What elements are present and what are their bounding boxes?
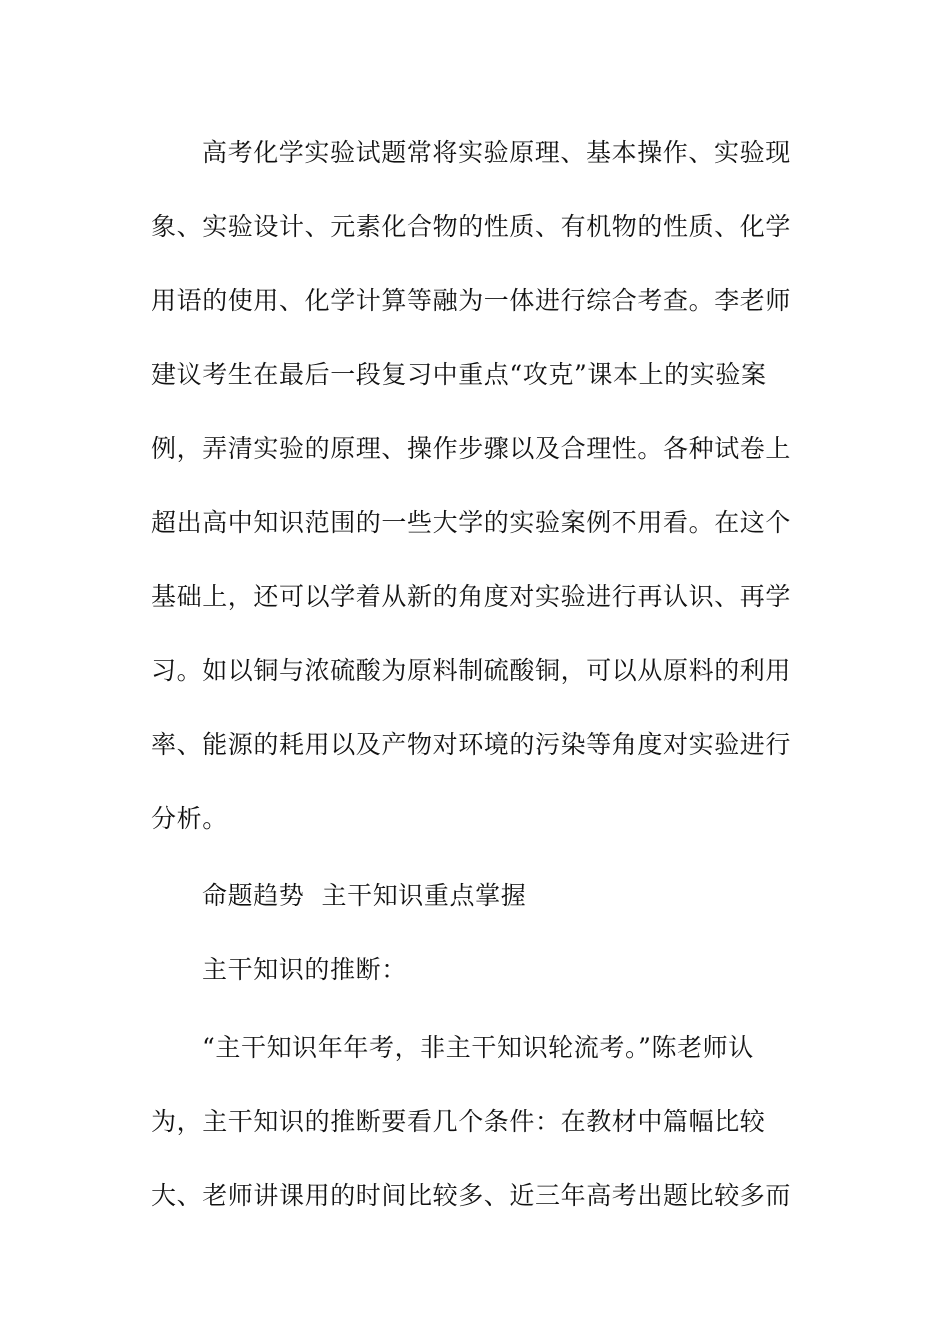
paragraph-line: 超出高中知识范围的一些大学的实验案例不用看。在这个 — [151, 508, 792, 537]
paragraph-line: 基础上，还可以学着从新的角度对实验进行再认识、再学 — [151, 582, 792, 611]
paragraph-line: 为，主干知识的推断要看几个条件：在教材中篇幅比较 — [151, 1107, 766, 1136]
subsection-heading: 主干知识的推断： — [202, 955, 407, 984]
paragraph-line: 用语的使用、化学计算等融为一体进行综合考查。李老师 — [151, 286, 792, 315]
paragraph-line: 习。如以铜与浓硫酸为原料制硫酸铜，可以从原料的利用 — [151, 656, 792, 685]
section-heading: 命题趋势 主干知识重点掌握 — [202, 881, 527, 910]
paragraph-line: 分析。 — [151, 804, 228, 833]
paragraph-line: 建议考生在最后一段复习中重点“攻克”课本上的实验案 — [151, 360, 767, 389]
paragraph-line: 高考化学实验试题常将实验原理、基本操作、实验现 — [202, 138, 791, 167]
paragraph-line: 率、能源的耗用以及产物对环境的污染等角度对实验进行 — [151, 730, 792, 759]
paragraph-line: 大、老师讲课用的时间比较多、近三年高考出题比较多而 — [151, 1181, 792, 1210]
paragraph-line: 例，弄清实验的原理、操作步骤以及合理性。各种试卷上 — [151, 434, 792, 463]
paragraph-line: 象、实验设计、元素化合物的性质、有机物的性质、化学 — [151, 212, 792, 241]
paragraph-line: “主干知识年年考，非主干知识轮流考。”陈老师认 — [202, 1033, 754, 1062]
